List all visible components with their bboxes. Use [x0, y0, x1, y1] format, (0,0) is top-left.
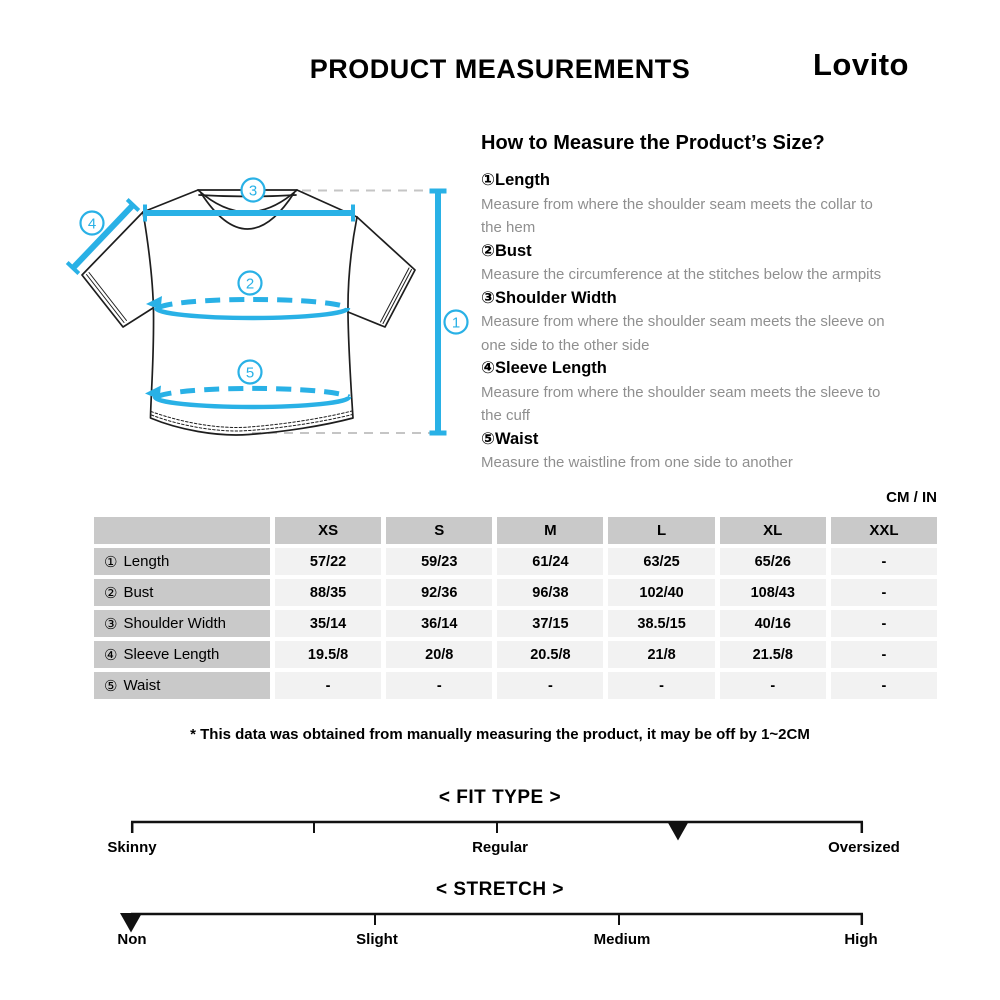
callout-1-number: 1 [451, 314, 461, 332]
stretch-label-medium: Medium [593, 931, 651, 948]
col-header-xxl: XXL [831, 517, 937, 544]
table-cell: - [386, 672, 492, 699]
fit-type-marker [667, 821, 689, 841]
table-cell: - [831, 579, 937, 606]
callout-1 [445, 311, 468, 334]
table-cell: 40/16 [720, 610, 826, 637]
size-table [94, 517, 937, 699]
item-desc: Measure the circumference at the stitches below the armpits [481, 266, 882, 283]
item-name: ③Shoulder Width [481, 288, 617, 307]
table-cell: - [720, 672, 826, 699]
stretch-label-non: Non [117, 931, 147, 948]
item-name: ①Length [481, 171, 550, 189]
col-header-l: L [608, 517, 714, 544]
col-header-m: M [497, 517, 603, 544]
brand-logo: Lovito [813, 47, 909, 82]
col-header-s: S [386, 517, 492, 544]
item-desc: Measure from where the shoulder seam meets the sleeve to the cuff [481, 383, 881, 424]
callout-4 [81, 212, 104, 235]
table-cell: - [831, 641, 937, 668]
bust-ellipse-dashed [158, 299, 348, 308]
table-cell: - [831, 548, 937, 575]
tshirt-outline [82, 190, 415, 435]
table-cell: 96/38 [497, 579, 603, 606]
table-cell: 37/15 [497, 610, 603, 637]
how-to-title: How to Measure the Product’s Size? [481, 132, 825, 154]
row-label-length: ① Length [94, 548, 270, 575]
table-cell: 21/8 [608, 641, 714, 668]
sleeve-length-line [73, 205, 133, 268]
how-to-item-bust [481, 240, 893, 287]
table-cell: 92/36 [386, 579, 492, 606]
callout-5 [239, 361, 262, 384]
table-cell: - [831, 610, 937, 637]
table-cell: 59/23 [386, 548, 492, 575]
stretch-title: < STRETCH > [436, 879, 564, 900]
col-header-xl: XL [720, 517, 826, 544]
disclaimer-note: * This data was obtained from manually measuring the product, it may be off by 1~2CM [190, 726, 810, 743]
row-label-sleeve-length: ④ Sleeve Length [94, 641, 270, 668]
stretch-label-slight: Slight [356, 931, 398, 948]
stretch-label-high: High [844, 931, 878, 948]
item-name: ④Sleeve Length [481, 359, 607, 377]
table-cell: 20.5/8 [497, 641, 603, 668]
row-label-waist: ⑤ Waist [94, 672, 270, 699]
waist-ellipse-solid [155, 397, 349, 407]
how-to-item-length [481, 169, 893, 240]
table-cell: 61/24 [497, 548, 603, 575]
table-cell: 57/22 [275, 548, 381, 575]
page-title: PRODUCT MEASUREMENTS [309, 54, 691, 84]
how-to-item-shoulder-width [481, 287, 893, 358]
table-cell: - [275, 672, 381, 699]
item-desc: Measure from where the shoulder seam meets the collar to the hem [481, 195, 873, 236]
units-label: CM / IN [886, 489, 937, 506]
item-desc: Measure from where the shoulder seam meets the sleeve on one side to the other side [481, 313, 885, 354]
table-cell: 65/26 [720, 548, 826, 575]
callout-4-number: 4 [87, 215, 97, 233]
item-name: ②Bust [481, 241, 532, 260]
left-shoulder-seam [143, 190, 198, 212]
item-desc: Measure the waistline from one side to another [481, 454, 793, 471]
tshirt-measurement-diagram [60, 160, 480, 470]
fit-type-label-oversized: Oversized [828, 839, 900, 856]
how-to-item-waist [481, 428, 893, 475]
row-label-shoulder-width: ③ Shoulder Width [94, 610, 270, 637]
col-header-xs: XS [275, 517, 381, 544]
table-cell: 20/8 [386, 641, 492, 668]
how-to-item-sleeve-length [481, 357, 893, 428]
table-cell: 63/25 [608, 548, 714, 575]
table-corner-cell [94, 517, 270, 544]
how-to-measure-section [481, 131, 893, 475]
table-cell: 108/43 [720, 579, 826, 606]
right-sleeve [348, 217, 415, 327]
table-cell: - [831, 672, 937, 699]
fit-type-label-skinny: Skinny [107, 839, 157, 856]
callout-3-number: 3 [248, 182, 258, 200]
table-cell: - [497, 672, 603, 699]
fit-type-label-regular: Regular [472, 839, 528, 856]
table-cell: 19.5/8 [275, 641, 381, 668]
fit-type-title: < FIT TYPE > [438, 787, 562, 808]
stretch-marker [120, 913, 142, 933]
table-cell: 38.5/15 [608, 610, 714, 637]
table-cell: 35/14 [275, 610, 381, 637]
bust-ellipse-solid [156, 308, 348, 318]
table-cell: 36/14 [386, 610, 492, 637]
row-label-bust: ② Bust [94, 579, 270, 606]
callout-2 [239, 272, 262, 295]
table-cell: - [608, 672, 714, 699]
callout-5-number: 5 [245, 364, 255, 382]
item-name: ⑤Waist [481, 429, 539, 448]
table-cell: 21.5/8 [720, 641, 826, 668]
callout-2-number: 2 [245, 275, 255, 293]
callout-3 [242, 179, 265, 202]
table-cell: 102/40 [608, 579, 714, 606]
table-cell: 88/35 [275, 579, 381, 606]
waist-ellipse-dashed [157, 388, 349, 397]
